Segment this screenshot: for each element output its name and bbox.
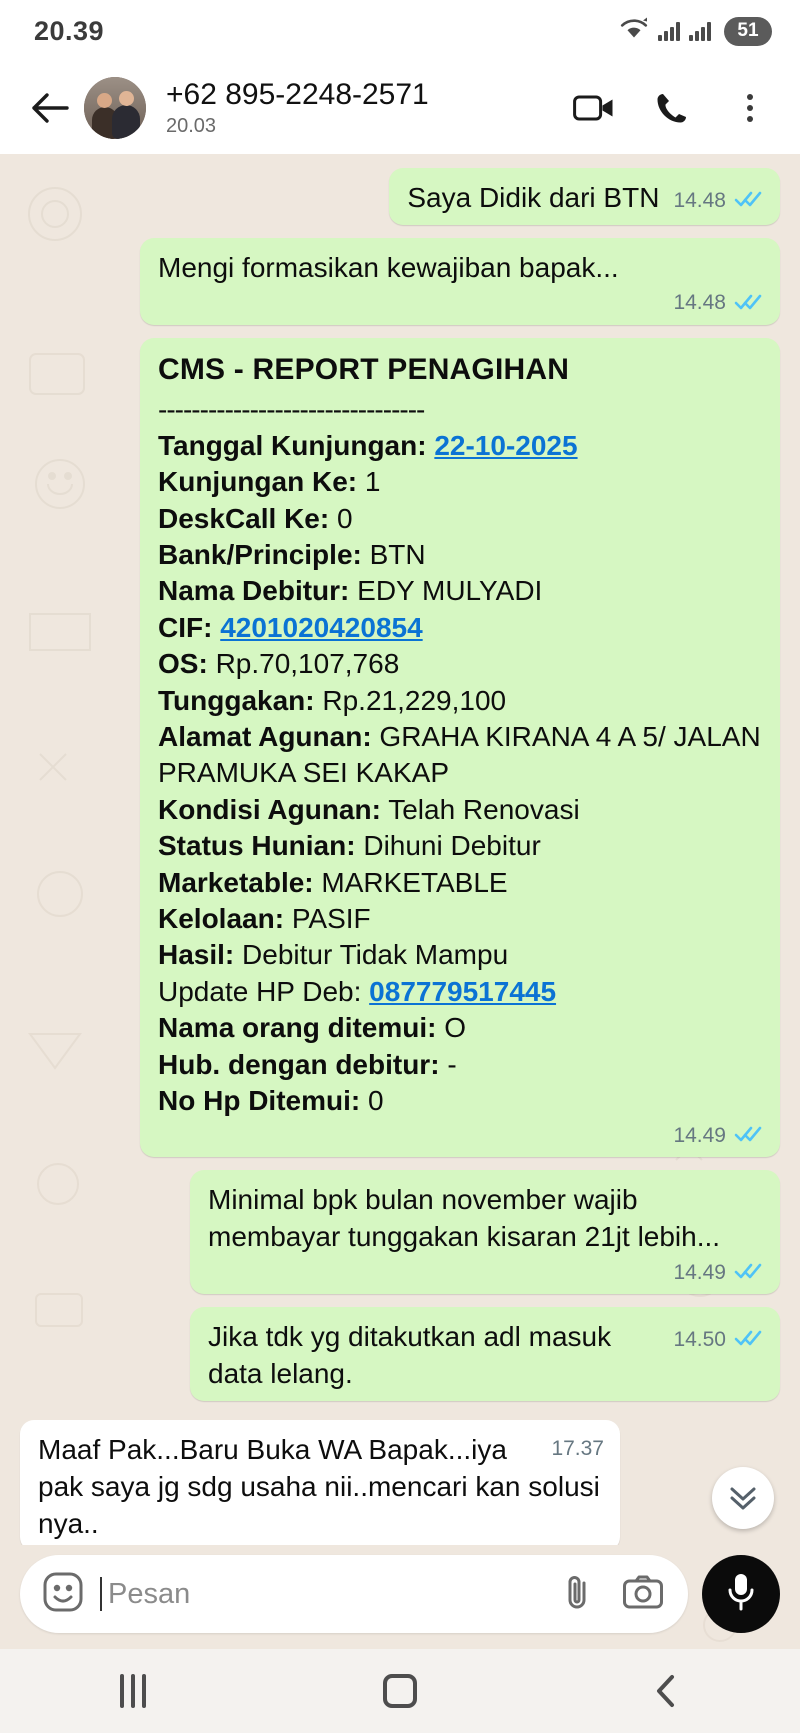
message-time: 14.50 [673,1327,726,1351]
chevron-double-down-icon [726,1481,760,1516]
message-text: Minimal bpk bulan november wajib membayar tunggakan kisaran 21jt lebih... [208,1184,721,1253]
paperclip-icon[interactable] [560,1573,594,1616]
message-text: Jika tdk yg ditakutkan adl masuk data lelang. [208,1321,619,1390]
microphone-icon [724,1571,758,1618]
field-label: Tanggal Kunjungan: [158,429,427,461]
message-time: 14.48 [673,291,726,315]
report-field-status-hunian [158,828,764,864]
field-value: GRAHA KIRANA 4 A 5/ JALAN PRAMUKA SEI KAKAP [158,721,761,789]
field-label: Marketable: [158,866,314,898]
report-field-kondisi-agunan [158,792,764,828]
report-field-update-hp-deb [158,974,764,1010]
field-label: Status Hunian: [158,830,356,862]
emoji-sticker-icon[interactable] [42,1571,84,1618]
field-label: Kelolaan: [158,902,285,934]
field-label: Nama Debitur: [158,575,350,607]
overflow-menu-icon[interactable] [728,86,772,130]
message-bubble-outgoing[interactable] [140,238,780,325]
message-text: Maaf Pak...Baru Buka WA Bapak...iya pak saya jg sdg usaha nii..mencari kan solusi nya.. [38,1434,608,1540]
system-navigation-bar [0,1649,800,1733]
message-meta [158,1121,764,1149]
header-actions [572,86,772,130]
wifi-icon [619,17,649,46]
message-meta [673,1325,764,1353]
signal-bars-icon [658,21,680,41]
report-divider: -------------------------------- [158,393,425,425]
field-value: MARKETABLE [321,866,508,898]
field-label: CIF: [158,611,213,643]
home-icon[interactable] [340,1661,460,1721]
field-value: Dihuni Debitur [363,830,541,862]
field-label: Update HP Deb: [158,975,362,1007]
message-bubble-outgoing[interactable] [190,1307,780,1401]
status-bar-indicators [619,17,772,46]
message-bubble-outgoing[interactable] [389,168,780,225]
field-value: 1 [364,466,381,498]
report-field-nama-orang-ditemui [158,1010,764,1046]
message-row [20,1420,780,1545]
read-receipt-icon [734,289,764,317]
field-value: 0 [368,1084,384,1116]
field-value-link[interactable]: 4201020420854 [220,611,423,643]
message-input-pill[interactable] [20,1555,688,1633]
report-field-alamat-agunan [158,719,764,792]
nav-back-icon[interactable] [607,1661,727,1721]
field-label: Kondisi Agunan: [158,793,381,825]
message-row [20,1170,780,1294]
status-bar [0,0,800,62]
report-field-tanggal-kunjungan [158,428,764,464]
field-label: Tunggakan: [158,684,315,716]
message-time: 14.49 [673,1123,726,1147]
field-value: BTN [369,539,426,571]
message-time: 14.48 [673,188,726,212]
last-seen-label: 20.03 [166,114,217,137]
message-meta [158,289,764,317]
message-list[interactable] [0,154,800,1545]
field-value: Rp.21,229,100 [322,684,507,716]
read-receipt-icon [734,1121,764,1149]
field-label: No Hp Ditemui: [158,1084,361,1116]
report-field-hubungan-debitur [158,1047,764,1083]
avatar[interactable] [84,77,146,139]
message-bubble-incoming[interactable] [20,1420,620,1545]
battery-indicator: 51 [724,17,772,46]
field-value: - [447,1048,457,1080]
field-value: Debitur Tidak Mampu [242,939,509,971]
chat-title-block[interactable] [166,78,572,138]
report-field-os [158,646,764,682]
field-value: PASIF [291,902,371,934]
read-receipt-icon [734,186,764,214]
report-field-hasil [158,937,764,973]
back-arrow-icon[interactable] [22,80,78,136]
composer-icons [560,1573,664,1616]
field-value: EDY MULYADI [357,575,543,607]
text-caret [100,1577,102,1611]
report-field-kelolaan [158,901,764,937]
bubble-container [20,168,780,1545]
video-call-icon[interactable] [572,86,616,130]
field-label: Alamat Agunan: [158,721,372,753]
message-row [20,238,780,325]
report-field-kunjungan-ke [158,464,764,500]
report-field-nama-debitur [158,573,764,609]
field-label: OS: [158,648,208,680]
page-title: +62 895-2248-2571 [166,78,429,112]
message-time: 17.37 [551,1437,604,1461]
report-field-no-hp-ditemui [158,1083,764,1119]
message-row [20,168,780,225]
chat-header [0,62,800,154]
message-text: Saya Didik dari BTN [407,182,660,213]
field-label: Nama orang ditemui: [158,1012,437,1044]
report-field-tunggakan [158,683,764,719]
field-value-link[interactable]: 22-10-2025 [434,429,578,461]
report-title: CMS - REPORT PENAGIHAN [158,352,570,386]
field-value: O [444,1012,467,1044]
field-value-link[interactable]: 087779517445 [369,975,557,1007]
report-field-deskcall-ke [158,501,764,537]
message-meta [673,186,764,214]
report-field-cif [158,610,764,646]
field-value: Telah Renovasi [388,793,580,825]
message-bubble-outgoing[interactable] [190,1170,780,1294]
phone-call-icon[interactable] [650,86,694,130]
message-row [20,338,780,1157]
message-meta [551,1438,604,1459]
camera-icon[interactable] [622,1574,664,1615]
status-bar-time: 20.39 [34,15,105,46]
field-label: DeskCall Ke: [158,502,330,534]
field-value: 0 [336,502,353,534]
microphone-button[interactable] [702,1555,780,1633]
message-meta [208,1258,764,1286]
message-bubble-report[interactable] [140,338,780,1157]
scroll-to-bottom-button[interactable] [712,1467,774,1529]
message-composer [0,1545,800,1649]
message-time: 14.49 [673,1260,726,1284]
field-label: Hasil: [158,939,235,971]
message-row [20,1307,780,1401]
field-label: Kunjungan Ke: [158,466,358,498]
field-label: Hub. dengan debitur: [158,1048,440,1080]
recents-icon[interactable] [73,1661,193,1721]
field-value: Rp.70,107,768 [215,648,400,680]
signal-bars-icon-2 [689,21,711,41]
report-field-marketable [158,865,764,901]
search-input-placeholder-wrap[interactable] [100,1577,544,1611]
message-text: Mengi formasikan kewajiban bapak... [158,251,619,283]
report-field-bank-principle [158,537,764,573]
read-receipt-icon [734,1325,764,1353]
read-receipt-icon [734,1258,764,1286]
message-input-placeholder: Pesan [108,1577,191,1610]
field-label: Bank/Principle: [158,539,362,571]
